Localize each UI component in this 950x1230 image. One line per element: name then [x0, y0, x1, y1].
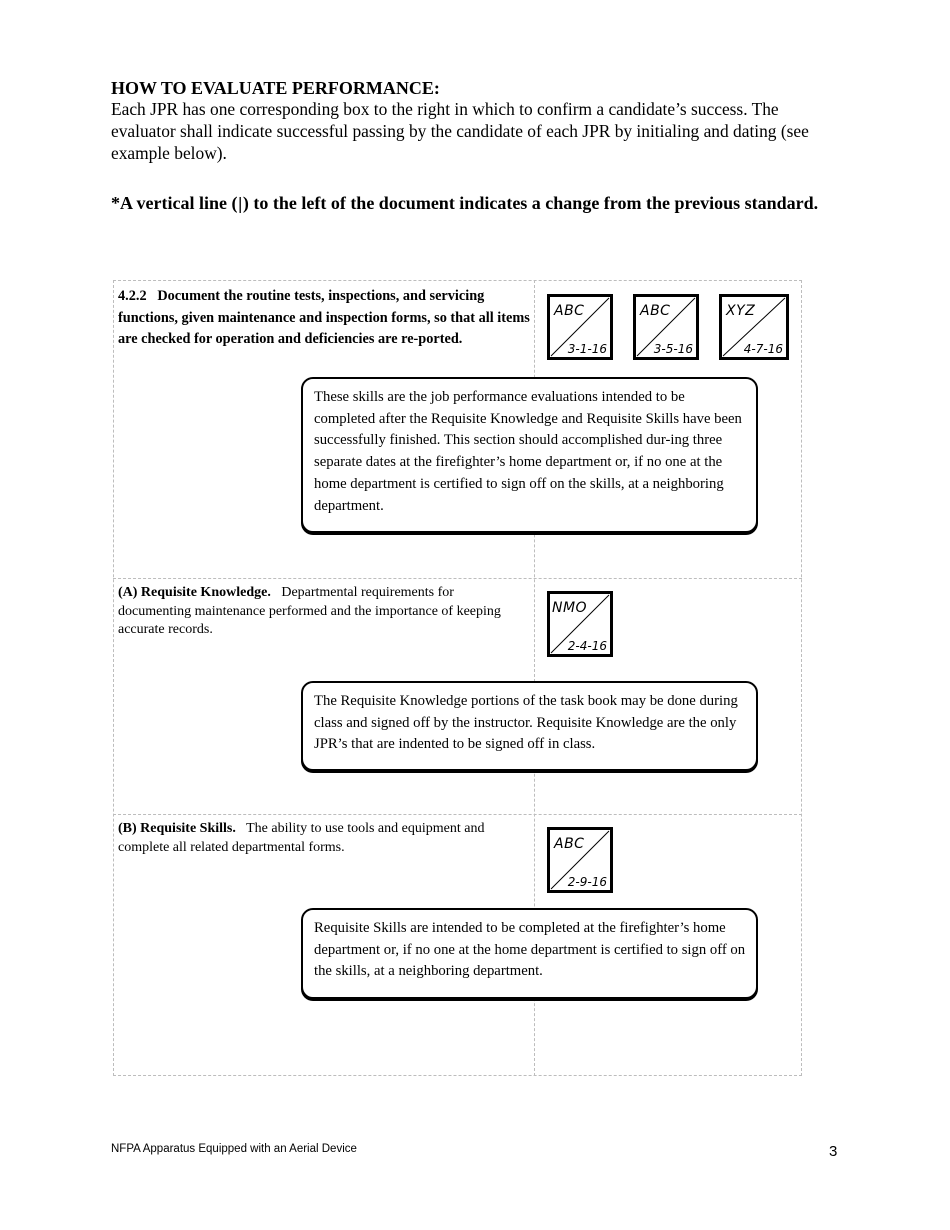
- change-note-before: *A vertical line (: [111, 193, 238, 213]
- callout-jpr-explanation: These skills are the job performance evaluations intended to be completed after the Requisite Knowledge and Requisite Skills have been successfully finished. This section should accomplished dur-ing three separate dates at the firefighter’s home department or, if no one at the home department is certified to sign off on the skills, at a neighboring department.: [301, 377, 758, 533]
- signoff-date: 3-1-16: [567, 342, 607, 356]
- jpr-code: (B) Requisite Skills.: [118, 821, 236, 836]
- signoff-date: 2-9-16: [567, 875, 607, 889]
- signoff-date: 3-5-16: [653, 342, 693, 356]
- table-row-divider: [113, 578, 802, 579]
- change-bar-glyph: |: [237, 194, 243, 213]
- jpr-description: The ability to use tools and equipment and complete all related departmental forms.: [118, 821, 485, 855]
- signoff-date: 2-4-16: [567, 639, 607, 653]
- signoff-initials: ABC: [640, 303, 671, 319]
- signoff-box[interactable]: [547, 294, 613, 360]
- jpr-4-2-2-text: [118, 286, 530, 351]
- callout-requisite-knowledge: The Requisite Knowledge portions of the task book may be done during class and signed off by the instructor. Requisite Knowledge are the only JPR’s that are indented to be signed off in class.: [301, 681, 758, 771]
- requisite-skills-text: [118, 820, 530, 857]
- signoff-box[interactable]: [719, 294, 789, 360]
- jpr-description: Departmental requirements for documenting maintenance performed and the importance of keeping accurate records.: [118, 585, 501, 637]
- requisite-knowledge-text: [118, 584, 530, 640]
- jpr-code: 4.2.2: [118, 288, 147, 304]
- section-heading: HOW TO EVALUATE PERFORMANCE:: [111, 78, 440, 98]
- signoff-initials: ABC: [554, 836, 585, 852]
- signoff-date: 4-7-16: [743, 342, 783, 356]
- signoff-box[interactable]: [547, 591, 613, 657]
- signoff-initials: NMO: [552, 600, 588, 616]
- change-note: [111, 192, 838, 215]
- table-row-divider: [113, 814, 802, 815]
- change-note-after: ) to the left of the document indicates a change from the previous standard.: [242, 193, 819, 213]
- signoff-initials: XYZ: [726, 303, 756, 319]
- intro-paragraph: Each JPR has one corresponding box to the right in which to confirm a candidate’s success. The evaluator shall indicate successful passing by the candidate of each JPR by initialing and dating (see example below).: [111, 99, 809, 163]
- signoff-box[interactable]: [633, 294, 699, 360]
- signoff-box[interactable]: [547, 827, 613, 893]
- jpr-code: (A) Requisite Knowledge.: [118, 585, 271, 600]
- footer-title: NFPA Apparatus Equipped with an Aerial Device: [111, 1143, 357, 1155]
- callout-requisite-skills: Requisite Skills are intended to be completed at the firefighter’s home department or, if no one at the home department is certified to sign off on the skills, at a neighboring department.: [301, 908, 758, 999]
- page-number: 3: [829, 1143, 838, 1160]
- jpr-description: Document the routine tests, inspections, and servicing functions, given maintenance and inspection forms, so that all items are checked for operation and deficiencies are re-ported.: [118, 288, 530, 347]
- signoff-initials: ABC: [554, 303, 585, 319]
